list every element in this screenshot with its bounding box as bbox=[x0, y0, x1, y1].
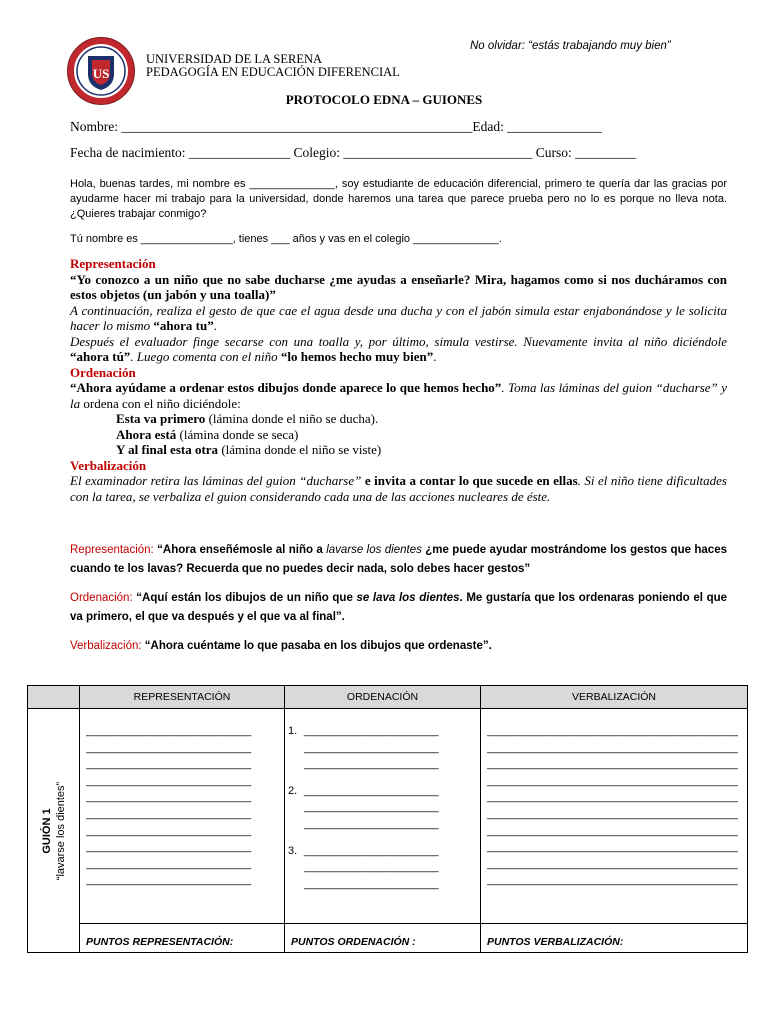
example-representation-heading: Representación bbox=[70, 256, 156, 271]
example-ordering-item-3: Y al final esta otra (lámina donde el niño se viste) bbox=[116, 442, 382, 457]
script-number: GUIÓN 1 bbox=[40, 807, 53, 854]
representation-answer-lines[interactable]: ___________________________ ___________________________ ___________________________ ___________________________ ___________________________ ___________________________ ___________________________ ___________________________ ___________________________ ___________________________ bbox=[86, 725, 252, 887]
script1-ordering: Ordenación: “Aquí están los dibujos de un niño que se lava los dientes. Me gustaría que los ordenaras poniendo el que va primero, el que va después y el que va al final”. bbox=[70, 592, 728, 623]
header-representation: REPRESENTACIÓN bbox=[80, 686, 285, 709]
document-title: PROTOCOLO EDNA – GUIONES bbox=[285, 92, 483, 107]
verbalization-answer-lines[interactable]: _________________________________________ _________________________________________ _________________________________________ _________________________________________ _________________________________________ _________________________________________ _________________________________________ _________________________________________ _________________________________________ _________________________________________ bbox=[487, 725, 738, 887]
script-name: “lavarse los dientes” bbox=[54, 781, 67, 880]
birth-school-grade-field[interactable]: Fecha de nacimiento: _______________ Colegio: ____________________________ Curso: _________ bbox=[70, 145, 636, 160]
table-body-row bbox=[28, 709, 748, 924]
ordering-item-3[interactable]: 3. ______________________ ______________________ ______________________ bbox=[288, 844, 439, 890]
script1-representation: Representación: “Ahora enseñémosle al niño a lavarse los dientes ¿me puede ayudar mostrándome los gestos que haces cuando te los lavas? Recuerda que no puedes decir nada, solo debes hacer gestos” bbox=[70, 544, 727, 575]
verbalization-answer-cell[interactable] bbox=[481, 709, 748, 924]
points-verbalization[interactable]: PUNTOS VERBALIZACIÓN: bbox=[481, 924, 748, 953]
example-section bbox=[70, 256, 727, 504]
motivational-note: No olvidar: “estás trabajando muy bien” bbox=[470, 40, 671, 52]
institution-block bbox=[146, 53, 400, 79]
example-ordering-item-1: Esta va primero (lámina donde el niño se ducha). bbox=[116, 411, 379, 426]
script1-verbalization: Verbalización: “Ahora cuéntame lo que pasaba en los dibujos que ordenaste”. bbox=[70, 640, 492, 652]
svg-text:US: US bbox=[92, 66, 110, 81]
university-name: UNIVERSIDAD DE LA SERENA bbox=[146, 52, 323, 66]
ordering-item-2[interactable]: 2. ______________________ ______________________ ______________________ bbox=[288, 784, 439, 830]
faculty-name: PEDAGOGÍA EN EDUCACIÓN DIFERENCIAL bbox=[146, 65, 400, 79]
table-corner bbox=[28, 686, 80, 709]
example-representation-desc-1: A continuación, realiza el gesto de que cae el agua desde una ducha y con el jabón simula estar enjabonándose y le solicita hacer lo mismo “ahora tu”. bbox=[70, 302, 727, 333]
script-side-label-cell bbox=[28, 709, 80, 953]
header-verbalization: VERBALIZACIÓN bbox=[481, 686, 748, 709]
example-verbalization-heading: Verbalización bbox=[70, 457, 147, 473]
example-ordering-heading: Ordenación bbox=[70, 364, 136, 380]
script-side-label bbox=[40, 781, 68, 879]
points-representation[interactable]: PUNTOS REPRESENTACIÓN: bbox=[80, 924, 285, 953]
intro-paragraph: Hola, buenas tardes, mi nombre es ______________, soy estudiante de educación diferencial, primero te quería dar las gracias por ayudarme hacer mi trabajo para la universidad, donde haremos una tarea que parece prueba pero no lo es porque no lleva nota. ¿Quieres trabajar conmigo? bbox=[70, 178, 727, 220]
header-ordering: ORDENACIÓN bbox=[285, 686, 481, 709]
script1-instructions bbox=[70, 541, 727, 656]
points-ordering[interactable]: PUNTOS ORDENACIÓN : bbox=[285, 924, 481, 953]
evaluation-table bbox=[27, 685, 748, 953]
name-age-field[interactable]: Nombre: ____________________________________________________Edad: ______________ bbox=[70, 119, 602, 134]
example-verbalization-desc: El examinador retira las láminas del guion “ducharse” e invita a contar lo que sucede en ellas. Si el niño tiene dificultades con la tarea, se verbaliza el guion considerando cada una de las acciones nucleares de éste. bbox=[70, 473, 727, 504]
table-header-row bbox=[28, 686, 748, 709]
ordering-answer-cell[interactable] bbox=[285, 709, 481, 924]
example-ordering-item-2: Ahora está (lámina donde se seca) bbox=[116, 426, 299, 442]
example-representation-desc-2: Después el evaluador finge secarse con una toalla y, por último, simula vestirse. Nuevamente invita al niño diciéndole “ahora tú”. Luego comenta con el niño “lo hemos hecho muy bien”. bbox=[70, 333, 727, 364]
representation-answer-cell[interactable] bbox=[80, 709, 285, 924]
example-representation-quote: “Yo conozco a un niño que no sabe ducharse ¿me ayudas a enseñarle? Mira, hagamos como si nos ducháramos con estos objetos (un jabón y una toalla)” bbox=[70, 271, 727, 302]
ordering-item-1[interactable]: 1. ______________________ ______________________ ______________________ bbox=[288, 725, 439, 771]
intro-name-line: Tú nombre es _______________, tienes ___ años y vas en el colegio ______________. bbox=[70, 233, 502, 245]
points-row bbox=[28, 924, 748, 953]
example-ordering-desc: “Ahora ayúdame a ordenar estos dibujos donde aparece lo que hemos hecho”. Toma las láminas del guion “ducharse” y la ordena con el niño diciéndole: bbox=[70, 380, 727, 411]
